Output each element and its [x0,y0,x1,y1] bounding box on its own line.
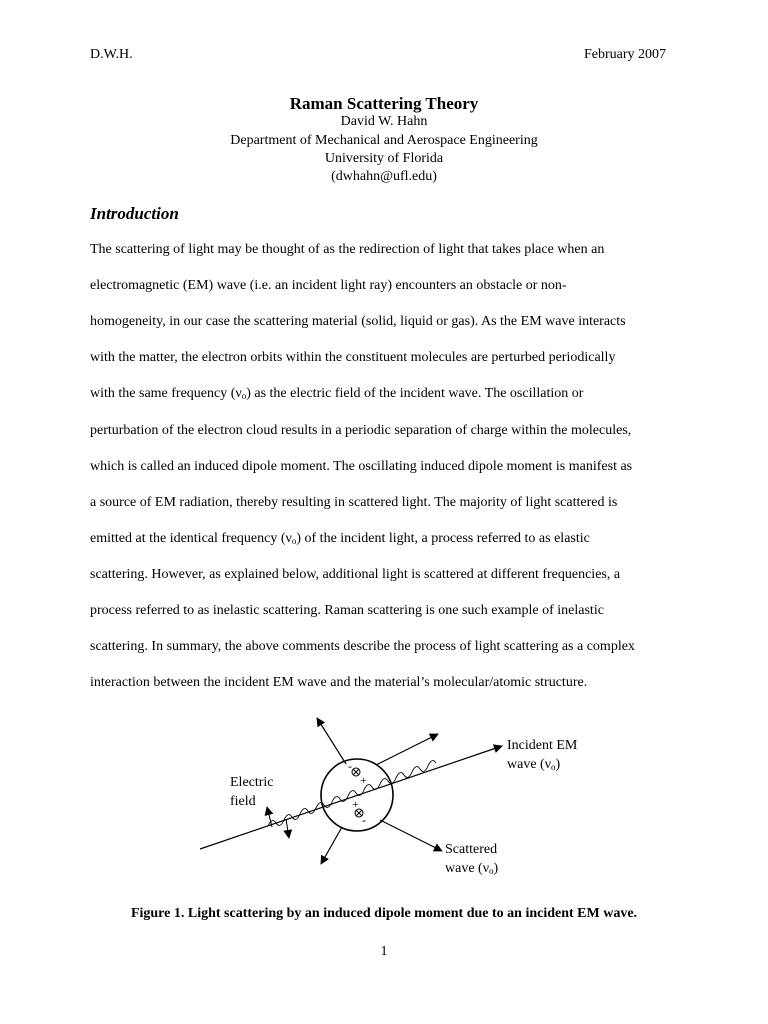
author-department: Department of Mechanical and Aerospace Engineering [230,133,538,148]
label-incident-wave: Incident EM wave $(\nu_o)$ [507,738,578,772]
paragraph-line: homogeneity, in our case the scattering material (solid, liquid or gas). As the EM wave interacts [90,314,626,330]
electron-top [352,768,360,776]
paper-title: Raman Scattering Theory [289,94,479,113]
paragraph-line: perturbation of the electron cloud results in a periodic separation of charge within the molecules, [90,422,632,438]
scattered-ray-upper-left [317,718,346,764]
scattered-ray-upper-right [376,734,438,765]
figure-caption: Figure 1. Light scattering by an induced dipole moment due to an incident EM wave. [130,906,638,921]
author-email: (dwhahn@ufl.edu) [331,169,437,184]
author-university: University of Florida [324,151,444,166]
page-number: 1 [380,944,388,959]
plus-sign-top: + [360,773,367,787]
paragraph-line: process referred to as inelastic scattering. Raman scattering is one such example of inelastic [90,603,604,618]
minus-sign-bottom: - [362,813,366,827]
author-name: David W. Hahn [340,114,428,129]
label-electric-field: Electric field [230,775,274,809]
field-arrow-down [286,819,289,838]
header-author-initials: D.W.H. [90,47,133,62]
paragraph-line: The scattering of light may be thought of as the redirection of light that takes place when an [90,242,605,257]
header-date: February 2007 [583,47,666,62]
paragraph-line: with the same frequency $(\nu_o)$ as the electric field of the incident wave. The oscillation or [90,386,584,402]
plus-sign-bottom: + [352,797,359,811]
paragraph-line: emitted at the identical frequency $(\nu_o)$ of the incident light, a process referred to as elastic [90,530,590,546]
scattered-ray-lower-left [321,827,342,864]
scattered-ray-lower-right [380,820,442,851]
paragraph-line: electromagnetic (EM) wave (i.e. an incident light ray) encounters an obstacle or non- [90,278,567,294]
label-scattered-wave: Scattered wave $(\nu_o)$ [445,842,499,876]
minus-sign-top: - [348,759,352,773]
paragraph-line: a source of EM radiation, thereby resulting in scattered light. The majority of light scattered is [90,494,618,510]
paragraph-line: scattering. However, as explained below, additional light is scattered at different frequencies, a [90,566,621,582]
paragraph-line: interaction between the incident EM wave and the material’s molecular/atomic structure. [90,675,588,691]
paragraph-line: scattering. In summary, the above comments describe the process of light scattering as a complex [90,639,635,655]
paragraph-line: with the matter, the electron orbits within the constituent molecules are perturbed periodically [90,350,616,366]
section-heading-introduction: Introduction [90,204,179,223]
paragraph-line: which is called an induced dipole moment. The oscillating induced dipole moment is manifest as [90,458,633,474]
